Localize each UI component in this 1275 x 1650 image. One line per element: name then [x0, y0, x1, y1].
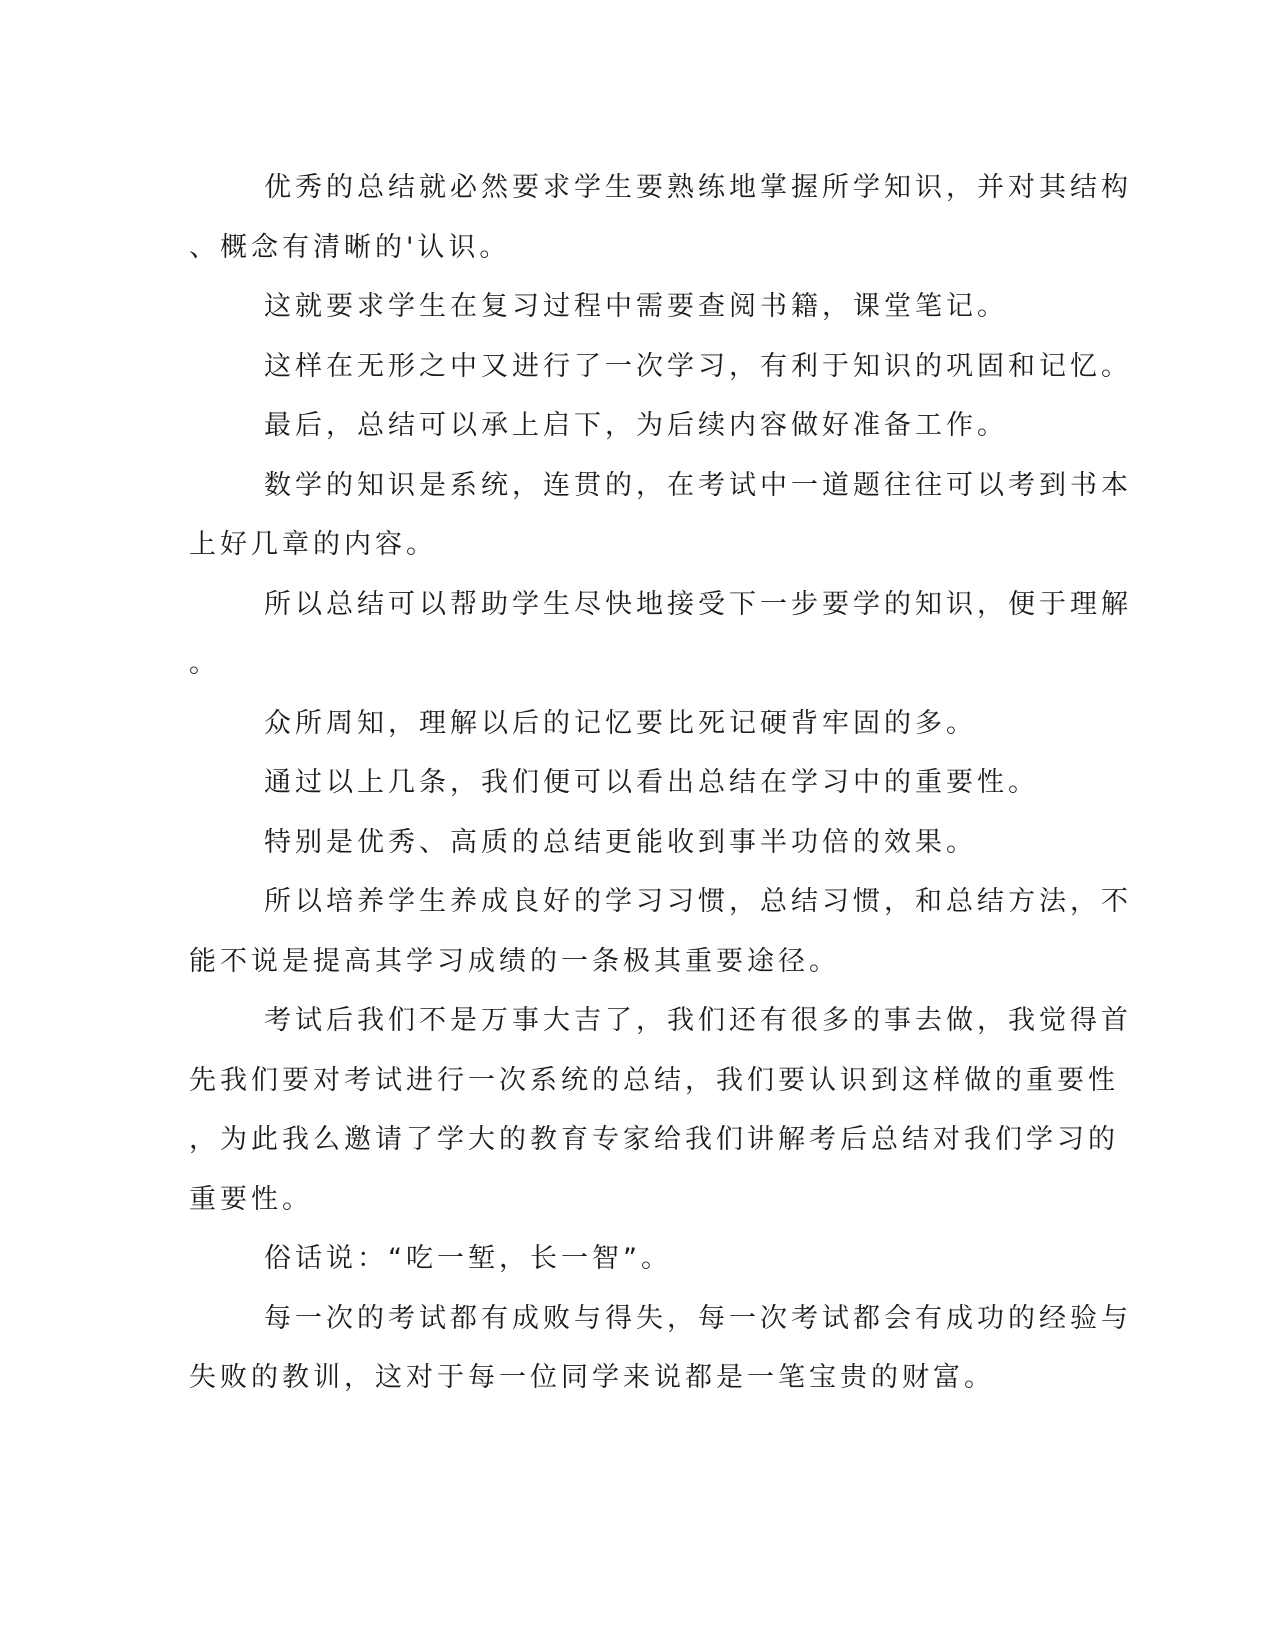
- text-line: 、概念有清晰的'认识。: [189, 231, 511, 263]
- text-line: 所以总结可以帮助学生尽快地接受下一步要学的知识，便于理解: [264, 588, 1132, 620]
- text-line: 考试后我们不是万事大吉了，我们还有很多的事去做，我觉得首: [264, 1005, 1132, 1036]
- text-line: 上好几章的内容。: [189, 529, 437, 560]
- text-line: ，为此我么邀请了学大的教育专家给我们讲解考后总结对我们学习的: [189, 1124, 1119, 1155]
- text-line: 每一次的考试都有成败与得失，每一次考试都会有成功的经验与: [264, 1302, 1132, 1334]
- document-body: [189, 168, 1132, 1418]
- text-line: 数学的知识是系统，连贯的，在考试中一道题往往可以考到书本: [264, 469, 1132, 501]
- text-line: 特别是优秀、高质的总结更能收到事半功倍的效果。: [264, 826, 977, 858]
- text-line: 所以培养学生养成良好的学习习惯，总结习惯，和总结方法，不: [264, 886, 1132, 917]
- text-line: 重要性。: [189, 1183, 313, 1215]
- text-line: 最后，总结可以承上启下，为后续内容做好准备工作。: [264, 410, 1008, 441]
- text-line: 先我们要对考试进行一次系统的总结，我们要认识到这样做的重要性: [189, 1064, 1119, 1096]
- text-line: 这就要求学生在复习过程中需要查阅书籍，课堂笔记。: [264, 291, 1008, 322]
- text-line: 失败的教训，这对于每一位同学来说都是一笔宝贵的财富。: [189, 1362, 995, 1393]
- text-line: 优秀的总结就必然要求学生要熟练地掌握所学知识，并对其结构: [264, 172, 1132, 203]
- text-line: 能不说是提高其学习成绩的一条极其重要途径。: [189, 945, 840, 977]
- text-line: 通过以上几条，我们便可以看出总结在学习中的重要性。: [264, 767, 1039, 798]
- text-line: 众所周知，理解以后的记忆要比死记硬背牢固的多。: [264, 707, 977, 739]
- text-line: 这样在无形之中又进行了一次学习，有利于知识的巩固和记忆。: [264, 350, 1132, 382]
- text-line: 俗话说：“吃一堑，长一智”。: [264, 1243, 672, 1274]
- text-line: 。: [189, 648, 220, 679]
